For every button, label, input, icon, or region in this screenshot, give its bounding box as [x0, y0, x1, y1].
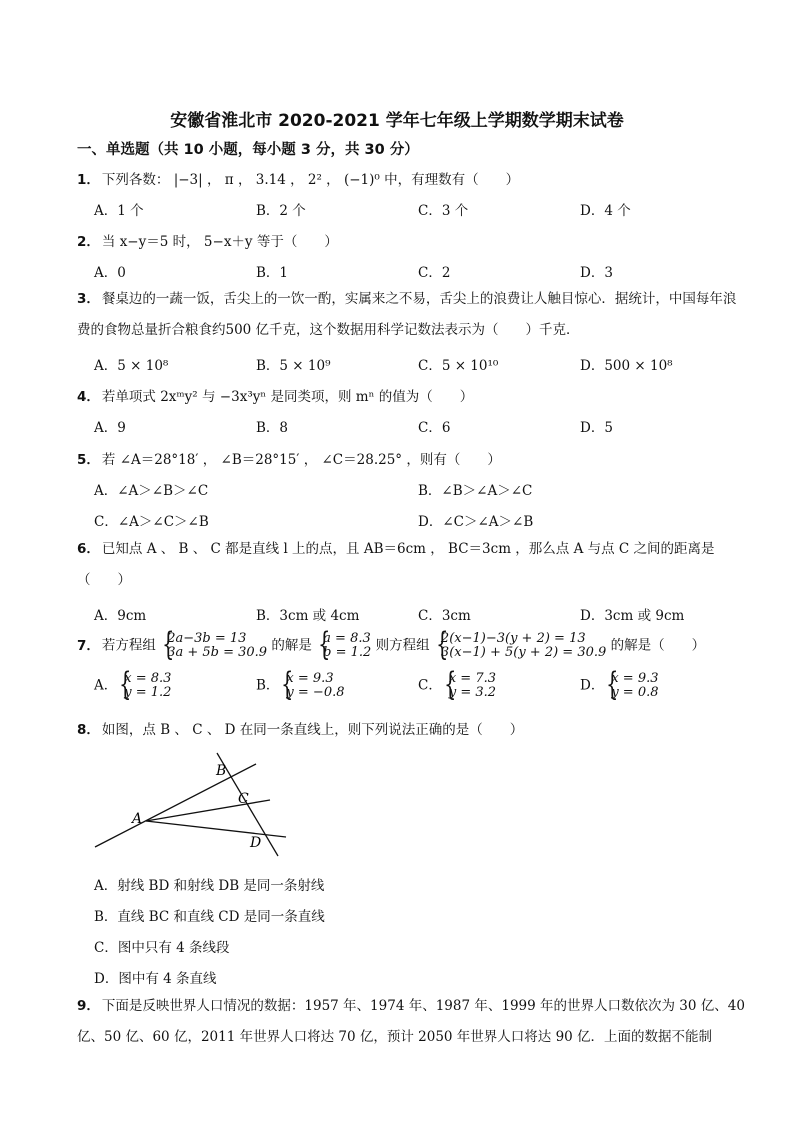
option-a[interactable]: A．5 × 10⁸ [94, 358, 169, 374]
equation-system-3: { 2(x−1)−3(y + 2) = 13 3(x−1) + 5(y + 2) = 30.9 [434, 632, 606, 660]
question-6 [77, 534, 747, 596]
geometry-figure [88, 745, 298, 860]
option-c[interactable]: C．3cm [418, 608, 471, 624]
question-number: 5． [77, 452, 100, 468]
equation-system-2: { a = 8.3 b = 1.2 [316, 632, 371, 660]
option-a[interactable]: A．0 [94, 265, 126, 281]
question-text: 如图，点 B 、 C 、 D 在同一条直线上，则下列说法正确的是（ ） [101, 722, 524, 738]
question-2 [77, 230, 338, 250]
option-b[interactable]: B．3cm 或 4cm [256, 608, 360, 624]
question-4 [77, 385, 473, 405]
question-number: 9． [77, 998, 100, 1014]
question-number: 1． [77, 172, 100, 188]
option-d[interactable]: D． { x = 9.3 y = 0.8 [580, 672, 659, 700]
option-d[interactable]: D．∠C＞∠A＞∠B [418, 514, 534, 530]
question-5 [77, 448, 501, 468]
option-a[interactable]: A．9 [94, 420, 126, 436]
question-number: 3． [77, 291, 100, 307]
option-c[interactable]: C．5 × 10¹⁰ [418, 358, 499, 374]
option-c[interactable]: C． { x = 7.3 y = 3.2 [418, 672, 496, 700]
question-text: 若 ∠A＝28°18′ ， ∠B＝28°15′ ， ∠C＝28.25° ，则有（ ） [101, 452, 501, 468]
question-text: 当 x−y＝5 时， 5−x＋y 等于（ ） [101, 234, 338, 250]
label-c: C [238, 791, 249, 807]
label-a: A [132, 811, 143, 827]
label-b: B [216, 763, 227, 779]
question-text: 下面是反映世界人口情况的数据：1957 年、1974 年、1987 年、1999 年的世界人口数依次为 30 亿、40 亿、50 亿、60 亿，2011 年世界人口将达 70 亿，预计 2050 年世界人口将达 90 亿．上面的数据不能制 [77, 998, 745, 1045]
option-c[interactable]: C．2 [418, 265, 451, 281]
option-c[interactable]: C．6 [418, 420, 451, 436]
option-b[interactable]: B．1 [256, 265, 289, 281]
question-8 [77, 718, 523, 738]
question-text: 餐桌边的一蔬一饭，舌尖上的一饮一酌，实属来之不易，舌尖上的浪费让人触目惊心．据统计，中国每年浪费的食物总量折合粮食约500 亿千克，这个数据用科学记数法表示为（ ）千克． [77, 291, 737, 338]
option-b[interactable]: B．8 [256, 420, 289, 436]
question-text: 已知点 A 、 B 、 C 都是直线 l 上的点，且 AB＝6cm ， BC＝3cm ，那么点 A 与点 C 之间的距离是（ ） [77, 541, 715, 588]
option-b[interactable]: B．∠B＞∠A＞∠C [418, 483, 533, 499]
option-a[interactable]: A． { x = 8.3 y = 1.2 [94, 672, 171, 700]
option-b[interactable]: B．5 × 10⁹ [256, 358, 331, 374]
page-title: 安徽省淮北市 2020-2021 学年七年级上学期数学期末试卷 [170, 111, 624, 131]
label-d: D [250, 835, 262, 851]
question-text: 则方程组 [375, 637, 430, 654]
equation-system-1: { 2a−3b = 13 3a + 5b = 30.9 [160, 632, 267, 660]
question-number: 6． [77, 541, 100, 557]
question-text: 的解是（ ） [610, 637, 706, 654]
question-number: 4． [77, 389, 100, 405]
option-d[interactable]: D．3 [580, 265, 613, 281]
question-3 [77, 284, 747, 346]
question-text: 若单项式 2xᵐy² 与 −3x³yⁿ 是同类项，则 mⁿ 的值为（ ） [101, 389, 474, 405]
option-b[interactable]: B． { x = 9.3 y = −0.8 [256, 672, 345, 700]
question-number: 7． [77, 637, 100, 654]
exam-page: 安徽省淮北市 2020-2021 学年七年级上学期数学期末试卷 一、单选题（共 10 小题，每小题 3 分，共 30 分） 1． 下列各数： |−3| ， π ， 3.14 ， 2² ， (−1)⁰ 中，有理数有（ ） A．1 个 B．2 个 C．3 个 D．4 个 2． 当 x−y＝5 时， 5−x＋y 等于（ ） A．0 B．1 C．2 D．3 3． 餐桌边的一蔬一饭，舌尖上的一饮一酌，实属来之不易，舌尖上的浪费让人触目惊心．据统计，中国每年浪费的食物总量折合粮食约500 亿千克，这个数据用科学记数法表示为（ ）千克． A．5 × 10⁸ B．5 × 10⁹ C．5 × 10¹⁰ D．500 × 10⁸ 4． 若单项式 2xᵐy² 与 −3x³yⁿ 是同类项，则 mⁿ 的值为（ ） A．9 B．8 C．6 D．5 5． 若 ∠A＝28°18′ ， ∠B＝28°15′ ， ∠C＝28.25° ，则有（ ） A．∠A＞∠B＞∠C B．∠B＞∠A＞∠C C．∠A＞∠C＞∠B D．∠C＞∠A＞∠B 6． 已知点 A 、 B 、 C 都是直线 l 上的点，且 AB＝6cm ， BC＝3cm ，那么点 A 与点 C 之间的距离是（ ） A．9cm B．3cm 或 4cm C．3cm D．3cm 或 9cm 7． 若方程组 { 2a−3b = 13 3a + 5b = 30.9 的解是 { a = 8.3 b = 1.2 则方程组 { 2(x−1)−3(y + 2) = 13 3(x−1) + 5(y + 2) = 30.9 的解是（ ） A． { x = 8.3 y = 1.2 B． { x = 9.3 y = −0.8 C． { x = 7.3 y = 3.2 D． { x = 9.3 y = 0.8 8． 如图，点 B 、 C 、 D 在同一条直线上，则下列说法正确的是（ ） A B C D A．射线 BD 和射线 DB 是同一条射线 B．直线 BC 和直线 CD 是同一条直线 C．图中只有 4 条线段 D．图中有 4 条直线 9． 下面是反映世界人口情况的数据：1957 年、1974 年、1987 年、1999 年的世界人口数依次为 30 亿、40 亿、50 亿、60 亿，2011 年世界人口将达 70 亿，预计 2050 年世界人口将达 90 亿．上面的数据不能制 [0, 0, 794, 1123]
option-b[interactable]: B．2 个 [256, 203, 306, 219]
option-c[interactable]: C．3 个 [418, 203, 469, 219]
question-1 [77, 168, 519, 188]
option-a[interactable]: A．9cm [94, 608, 147, 624]
option-d[interactable]: D．4 个 [580, 203, 631, 219]
question-text: 若方程组 [101, 637, 156, 654]
question-9 [77, 991, 747, 1053]
option-d[interactable]: D．5 [580, 420, 613, 436]
option-c[interactable]: C．∠A＞∠C＞∠B [94, 514, 209, 530]
option-a[interactable]: A．∠A＞∠B＞∠C [94, 483, 209, 499]
option-d[interactable]: D．3cm 或 9cm [580, 608, 685, 624]
option-a[interactable]: A．1 个 [94, 203, 144, 219]
question-text: 的解是 [271, 637, 312, 654]
question-text: 下列各数： |−3| ， π ， 3.14 ， 2² ， (−1)⁰ 中，有理数有（ ） [101, 172, 520, 188]
question-number: 8． [77, 722, 100, 738]
line-from-a [95, 764, 256, 847]
option-d[interactable]: D．500 × 10⁸ [580, 358, 673, 374]
question-7 [77, 632, 705, 660]
section-heading: 一、单选题（共 10 小题，每小题 3 分，共 30 分） [77, 142, 419, 158]
question-number: 2． [77, 234, 100, 250]
